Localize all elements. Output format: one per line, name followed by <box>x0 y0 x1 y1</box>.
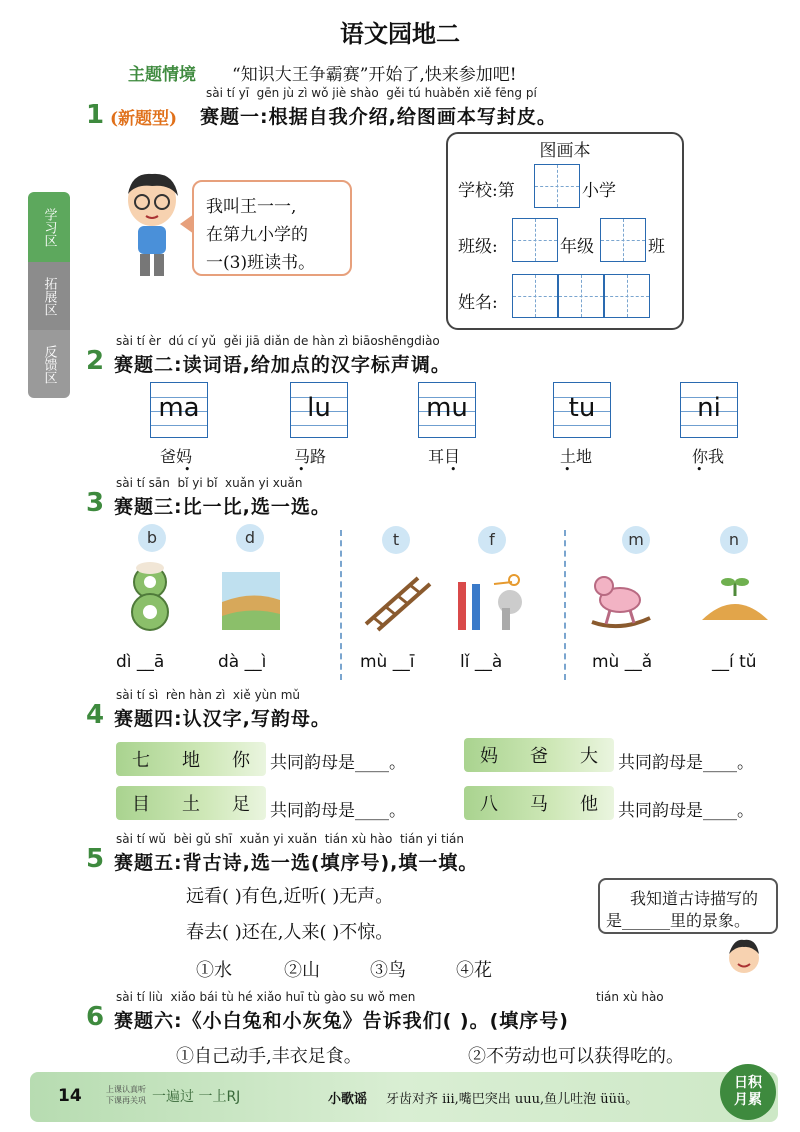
ladder-illustration <box>362 574 434 632</box>
q6-text[interactable]: 赛题六:《小白兔和小灰兔》告诉我们( )。(填序号) <box>114 1010 569 1032</box>
q3-answer-2[interactable]: dà __ì <box>218 652 267 672</box>
q6-pinyin-2: tián xù hào <box>596 990 664 1004</box>
footer-small-text: 上课认真听 下课再关巩 <box>106 1085 146 1105</box>
number-eight-snake-illustration <box>122 560 180 636</box>
school-label: 学校:第 <box>458 181 515 201</box>
class-input-box[interactable] <box>600 218 646 262</box>
q6-pinyin: sài tí liù xiǎo bái tù hé xiǎo huī tù gào su wǒ men <box>116 990 416 1004</box>
letter-f: f <box>478 526 506 554</box>
speech-bubble <box>192 180 352 276</box>
theme-label: 主题情境 <box>128 65 196 85</box>
song-label: 小歌谣 <box>328 1092 368 1107</box>
sidebar-tab-study[interactable]: 学习区 <box>28 192 70 262</box>
grade-label: 年级 <box>560 237 594 257</box>
footer-bar <box>30 1072 778 1122</box>
q4-group-1-answer[interactable]: 共同韵母是____。 <box>270 753 406 773</box>
q5-pinyin: sài tí wǔ bèi gǔ shī xuǎn yi xuǎn tián xù hào tián yi tián <box>116 832 465 846</box>
name-input-box-2[interactable] <box>558 274 604 318</box>
q6-number: 6 <box>86 1002 105 1032</box>
speech-line-3: 一(3)班读书。 <box>206 253 316 273</box>
poem-option-4: ④花 <box>456 960 492 981</box>
pinyin-syllable-1: ma <box>158 393 200 423</box>
q6-option-1: ①自己动手,丰衣足食。 <box>176 1046 362 1067</box>
letter-d: d <box>236 524 264 552</box>
pinyin-syllable-2: lu <box>307 393 331 423</box>
q4-group-2: 妈 爸 大 <box>464 738 614 772</box>
q3-answer-4[interactable]: lǐ __à <box>460 652 503 672</box>
note-line-1: 我知道古诗描写的 <box>630 889 759 908</box>
letter-b: b <box>138 524 166 552</box>
q1-text: 赛题一:根据自我介绍,给图画本写封皮。 <box>200 106 557 128</box>
word-3: 耳目 • <box>428 447 461 476</box>
class-suffix: 班 <box>648 237 665 257</box>
pinyin-syllable-5: ni <box>697 393 721 423</box>
q3-answer-5[interactable]: mù __ǎ <box>592 652 653 672</box>
q2-pinyin: sài tí èr dú cí yǔ gěi jiā diǎn de hàn zì biāoshēngdiào <box>116 334 440 348</box>
q3-text: 赛题三:比一比,选一选。 <box>114 496 331 518</box>
q2-text: 赛题二:读词语,给加点的汉字标声调。 <box>114 354 451 376</box>
school-input-box[interactable] <box>534 164 580 208</box>
letter-m: m <box>622 526 650 554</box>
grade-input-box[interactable] <box>512 218 558 262</box>
note-bubble <box>598 878 778 934</box>
letter-n: n <box>720 526 748 554</box>
word-4: 土地 • <box>560 447 593 476</box>
q3-answer-6[interactable]: __í tǔ <box>712 652 757 672</box>
q3-number: 3 <box>86 488 105 518</box>
q1-new-tag: (新题型) <box>110 109 178 129</box>
class-label: 班级: <box>458 237 498 257</box>
note-line-2[interactable]: 是______里的景象。 <box>606 911 751 930</box>
divider-2 <box>564 530 566 680</box>
school-suffix: 小学 <box>582 181 616 201</box>
sidebar-tab-extend[interactable]: 拓展区 <box>28 262 70 330</box>
q3-answer-3[interactable]: mù __ī <box>360 652 415 672</box>
name-input-box-3[interactable] <box>604 274 650 318</box>
q3-pinyin: sài tí sān bǐ yi bǐ xuǎn yi xuǎn <box>116 476 303 490</box>
poem-line-1[interactable]: 远看( )有色,近听( )无声。 <box>186 886 394 907</box>
poem-option-3: ③鸟 <box>370 960 406 981</box>
pinyin-syllable-3: mu <box>426 393 468 423</box>
divider-1 <box>340 530 342 680</box>
sprout-soil-illustration <box>700 574 770 624</box>
q4-text: 赛题四:认汉字,写韵母。 <box>114 708 331 730</box>
rocking-horse-illustration <box>590 570 652 630</box>
q4-group-2-answer[interactable]: 共同韵母是____。 <box>618 753 754 773</box>
letter-t: t <box>382 526 410 554</box>
q5-text: 赛题五:背古诗,选一选(填序号),填一填。 <box>114 852 479 874</box>
land-illustration <box>222 572 280 630</box>
pinyin-syllable-4: tu <box>568 393 596 423</box>
boy-face-icon <box>724 936 764 976</box>
q4-group-3-answer[interactable]: 共同韵母是____。 <box>270 801 406 821</box>
word-5: 你我 • <box>692 447 725 476</box>
q4-group-4: 八 马 他 <box>464 786 614 820</box>
q4-number: 4 <box>86 700 105 730</box>
notebook-cover <box>446 132 684 330</box>
name-input-box-1[interactable] <box>512 274 558 318</box>
daily-accumulation-badge: 日积 月累 <box>720 1064 776 1120</box>
q6-option-2: ②不劳动也可以获得吃的。 <box>468 1046 684 1067</box>
speech-line-2: 在第九小学的 <box>206 225 308 245</box>
comb-scissors-hairdryer-illustration <box>454 572 526 634</box>
boy-illustration <box>118 170 188 282</box>
q3-answer-1[interactable]: dì __ā <box>116 652 165 672</box>
q4-group-3: 目 土 足 <box>116 786 266 820</box>
pinyin-grid-4[interactable] <box>553 382 611 438</box>
speech-line-1: 我叫王一一, <box>206 197 297 217</box>
q2-number: 2 <box>86 346 105 376</box>
page-title: 语文园地二 <box>340 20 460 48</box>
q1-number: 1 <box>86 100 105 130</box>
page-number: 14 <box>58 1086 82 1106</box>
word-1: 爸妈 • <box>160 447 193 476</box>
poem-option-2: ②山 <box>284 960 320 981</box>
cover-title: 图画本 <box>539 141 591 161</box>
q1-pinyin: sài tí yī gēn jù zì wǒ jiè shào gěi tú huàběn xiě fēng pí <box>206 86 537 100</box>
pinyin-grid-3[interactable] <box>418 382 476 438</box>
pinyin-grid-1[interactable] <box>150 382 208 438</box>
pinyin-grid-5[interactable] <box>680 382 738 438</box>
sidebar-tab-feedback[interactable]: 反馈区 <box>28 330 70 398</box>
q5-number: 5 <box>86 844 105 874</box>
poem-option-1: ①水 <box>196 960 232 981</box>
poem-line-2[interactable]: 春去( )还在,人来( )不惊。 <box>186 922 394 943</box>
pinyin-grid-2[interactable] <box>290 382 348 438</box>
q4-group-4-answer[interactable]: 共同韵母是____。 <box>618 801 754 821</box>
name-label: 姓名: <box>458 293 498 313</box>
q4-pinyin: sài tí sì rèn hàn zì xiě yùn mǔ <box>116 688 300 702</box>
footer-brand: 一遍过 一上RJ <box>152 1089 241 1105</box>
word-2: 马路 • <box>294 447 327 476</box>
q4-group-1: 七 地 你 <box>116 742 266 776</box>
song-text: 牙齿对齐 iii,嘴巴突出 uuu,鱼儿吐泡 üüü。 <box>386 1092 639 1107</box>
sidebar <box>28 192 70 398</box>
theme-text: “知识大王争霸赛”开始了,快来参加吧! <box>232 65 517 85</box>
